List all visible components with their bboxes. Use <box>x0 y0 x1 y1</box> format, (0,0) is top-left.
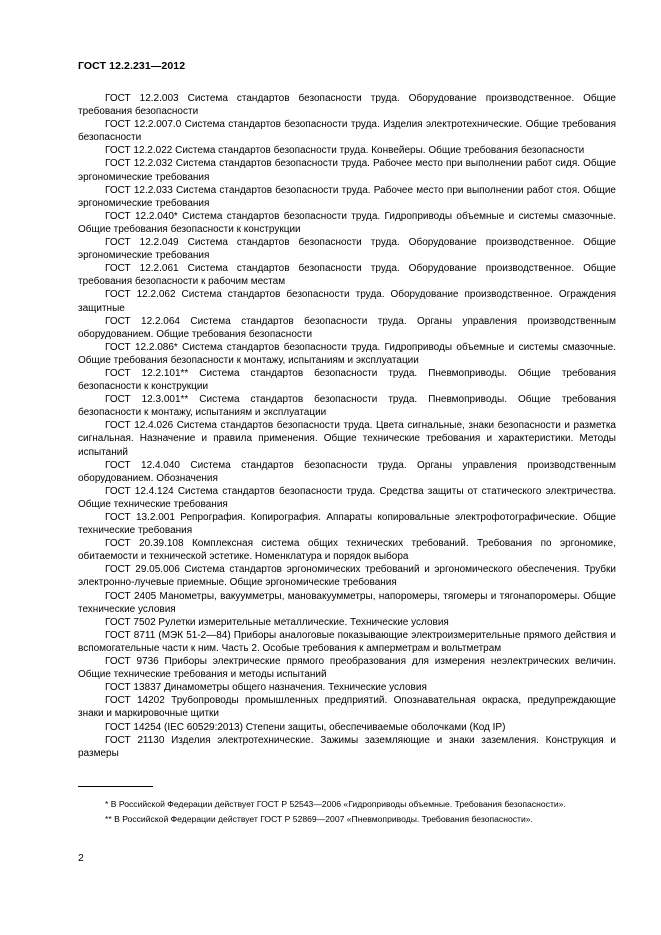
page-number: 2 <box>78 852 84 864</box>
reference-item: ГОСТ 12.2.101** Система стандартов безопасности труда. Пневмоприводы. Общие требования безопасности к конструкции <box>78 367 616 393</box>
reference-item: ГОСТ 12.2.022 Система стандартов безопасности труда. Конвейеры. Общие требования безопасности <box>105 145 585 157</box>
reference-item: ГОСТ 9736 Приборы электрические прямого преобразования для измерения неэлектрических величин. Общие технические требования и методы испытаний <box>78 656 616 681</box>
reference-item: ГОСТ 8711 (МЭК 51-2—84) Приборы аналоговые показывающие электроизмерительные прямого действия и вспомогательные части к ним. Часть 2. Особые требования к амперметрам и вольтметрам <box>78 629 616 654</box>
footnote-item: ** В Российской Федерации действует ГОСТ Р 52869—2007 «Пневмоприводы. Требования безопасности». <box>105 813 533 824</box>
reference-item: ГОСТ 12.2.003 Система стандартов безопасности труда. Оборудование производственное. Общие требования безопасности <box>78 93 616 118</box>
reference-item: ГОСТ 12.2.064 Система стандартов безопасности труда. Органы управления производственным оборудованием. Общие требования безопасности <box>78 315 616 340</box>
reference-item: ГОСТ 12.4.026 Система стандартов безопасности труда. Цвета сигнальные, знаки безопасности и разметка сигнальная. Назначение и правила применения. Общие технические требования и характеристики. Методы испытаний <box>78 420 616 458</box>
reference-item: ГОСТ 12.2.049 Система стандартов безопасности труда. Оборудование производственное. Общие эргономические требования <box>78 237 616 262</box>
normative-references-list <box>78 92 616 760</box>
document-header: ГОСТ 12.2.231—2012 <box>78 60 186 72</box>
reference-item: ГОСТ 12.2.061 Система стандартов безопасности труда. Оборудование производственное. Общие требования безопасности к рабочим местам <box>78 263 616 288</box>
reference-item: ГОСТ 29.05.006 Система стандартов эргономических требований и эргономического обеспечения. Трубки электронно-лучевые приемные. Общие эргономические требования <box>78 564 616 589</box>
reference-item: ГОСТ 12.3.001** Система стандартов безопасности труда. Пневмоприводы. Общие требования безопасности к монтажу, испытаниям и эксплуатации <box>78 394 616 419</box>
reference-item: ГОСТ 14202 Трубопроводы промышленных предприятий. Опознавательная окраска, предупреждающие знаки и маркировочные щитки <box>78 695 616 720</box>
reference-item: ГОСТ 12.2.040* Система стандартов безопасности труда. Гидроприводы объемные и системы смазочные. Общие требования безопасности к конструкции <box>78 210 616 235</box>
reference-item: ГОСТ 13837 Динамометры общего назначения. Технические условия <box>105 682 427 694</box>
reference-item: ГОСТ 12.2.007.0 Система стандартов безопасности труда. Изделия электротехнические. Общие требования безопасности <box>78 119 616 144</box>
reference-item: ГОСТ 12.4.040 Система стандартов безопасности труда. Органы управления производственным оборудованием. Обозначения <box>78 459 616 484</box>
footnote-divider <box>78 786 153 787</box>
reference-item: ГОСТ 21130 Изделия электротехнические. Зажимы заземляющие и знаки заземления. Конструкция и размеры <box>78 734 616 759</box>
reference-item: ГОСТ 12.2.032 Система стандартов безопасности труда. Рабочее место при выполнении работ сидя. Общие эргономические требования <box>78 158 616 183</box>
reference-item: ГОСТ 14254 (IEC 60529:2013) Степени защиты, обеспечиваемые оболочками (Код IP) <box>105 721 506 733</box>
reference-item: ГОСТ 12.2.086* Система стандартов безопасности труда. Гидроприводы объемные и системы смазочные. Общие требования безопасности к монтажу, испытаниям и эксплуатации <box>78 341 616 366</box>
reference-item: ГОСТ 12.2.062 Система стандартов безопасности труда. Оборудование производственное. Ограждения защитные <box>78 289 616 314</box>
reference-item: ГОСТ 13.2.001 Репрография. Копирография. Аппараты копировальные электрофотографические. Общие технические требования <box>78 512 616 537</box>
reference-item: ГОСТ 20.39.108 Комплексная система общих технических требований. Требования по эргономике, обитаемости и технической эстетике. Номенклатура и порядок выбора <box>78 538 616 563</box>
reference-item: ГОСТ 12.4.124 Система стандартов безопасности труда. Средства защиты от статического электричества. Общие технические требования <box>78 485 616 510</box>
footnotes <box>78 798 616 827</box>
reference-item: ГОСТ 2405 Манометры, вакуумметры, мановакуумметры, напоромеры, тягомеры и тягонапоромеры. Общие технические условия <box>78 590 616 615</box>
reference-item: ГОСТ 7502 Рулетки измерительные металлические. Технические условия <box>105 616 449 628</box>
reference-item: ГОСТ 12.2.033 Система стандартов безопасности труда. Рабочее место при выполнении работ стоя. Общие эргономические требования <box>78 184 616 209</box>
footnote-item: * В Российской Федерации действует ГОСТ Р 52543—2006 «Гидроприводы объемные. Требования безопасности». <box>105 799 566 809</box>
